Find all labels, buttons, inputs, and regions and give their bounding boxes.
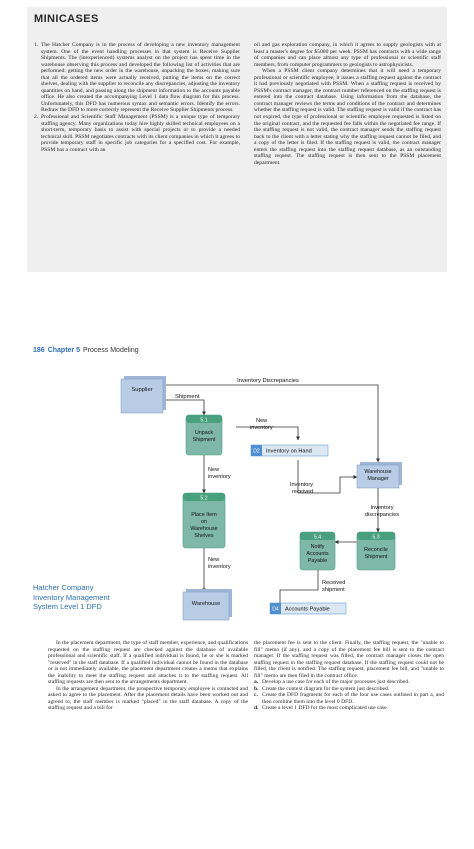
process-5-1-label-line1: Unpack	[194, 430, 214, 436]
body-left-column	[48, 640, 248, 712]
process-5-2-label-line2: on	[201, 519, 207, 525]
label-received-shipment-line2: shipment	[322, 587, 345, 593]
chapter-title: Process Modeling	[82, 347, 139, 354]
minicase-2-number: 2.	[34, 114, 39, 121]
task-b-text: Create the context diagram for the system just described.	[262, 685, 390, 692]
process-5-3-label-line2: Shipment	[364, 554, 388, 560]
process-5-4-label-line2: Accounts	[306, 551, 329, 557]
label-new-inventory-1-line1: New	[256, 418, 268, 424]
process-5-4-id: 5.4	[313, 534, 322, 541]
label-received-shipment-line1: Received	[322, 580, 346, 586]
process-5-2	[183, 493, 225, 548]
chapter-label: Chapter 5	[47, 347, 80, 354]
flow-shipment	[166, 400, 204, 415]
level-1-dfd-diagram	[120, 365, 410, 627]
process-5-1	[186, 415, 222, 455]
warehouse-label: Warehouse	[191, 601, 221, 607]
minicase-1	[34, 42, 240, 114]
process-5-3-id: 5.3	[372, 534, 380, 541]
label-new-inventory-1-line2: inventory	[250, 425, 273, 431]
minicase-2-continued: oil and gas exploration company, in which it agrees to supply geologists with at least a master's degree for $5000 per week. PSSM has contracts with a wide range of companies and can place almost any type of professional or scientific staff members, from computer programmers to geologists to astrophysicists.	[254, 42, 441, 68]
task-d-text: Create a level 1 DFD for the most complicated use case.	[262, 705, 388, 712]
data-store-d4-id: D4	[272, 606, 279, 613]
page-number: 186	[33, 347, 45, 354]
task-b-label: b.	[254, 685, 259, 692]
label-inventory-received-line1: Inventory	[290, 482, 314, 488]
warehouse-manager-label-line1: Warehouse	[364, 469, 392, 475]
process-5-2-label-line1: Place Item	[191, 512, 217, 518]
label-new-inventory-3-line1: New	[208, 557, 220, 563]
task-c-text: Create the DFD fragments for each of the four use cases outlined in part a, and then combine them into the level 0 DFD.	[262, 692, 444, 705]
label-inventory-discrepancies-right-line1: Inventory	[370, 505, 394, 511]
task-d	[254, 705, 444, 712]
contract-manager-paragraph: the placement fee is sent to the client. Finally, the staffing request, the "unable to fill" memo (if any), and a copy of the placement fee bill is sent to the contract manager. If the staffing request was filled, the contract manager closes the open staffing request in the staffing request database. If the staffing request could not be filled, the client is notified. The staffing request, placement fee bill, and "unable to fill" memo are then filed in the contract office.	[254, 640, 444, 679]
task-d-label: d.	[254, 705, 259, 712]
data-store-d4	[270, 603, 346, 614]
minicase-2-paragraph: When a PSSM client company determines that it will need a temporary professional or scientific employee, it issues a staffing request against the contract it had previously negotiated with PSSM. When a staffing request is received by PSSM's contract manager, the contract number referenced on the staffing request is entered into the contract database. Using information from the database, the contract manager reviews the terms and conditions of the contract and determines whether the staffing request is valid. The staffing request is valid if the contract has not expired, the type of professional or scientific employee requested is listed on the original contract, and the requested fee falls within the negotiated fee range. If the staffing request is not valid, the contract manager sends the staffing request back to the client with a letter stating why the staffing request cannot be filed, and a copy of the letter is filed. If the staffing request is valid, the contract manager enters the staffing request into the staffing request database, as an outstanding staffing request. The staffing request is then sent to the PSSM placement department.	[254, 68, 441, 166]
process-5-2-label-line3: Warehouse	[190, 526, 218, 532]
process-5-1-id: 5.1	[200, 417, 208, 424]
placement-department-paragraph: In the placement department, the type of staff member, experience, and qualifications requested on the staffing request are checked against the database of available professional and scientific staff. If a qualified individual is found, he or she is marked "reserved" in the staff database. If a qualified individual cannot be found in the database or is not immediately available, the placement department creates a memo that explains the inability to meet the staffing request and attaches it to the staffing request. All staffing requests are then sent to the arrangements department.	[48, 640, 248, 686]
figure-caption: Hatcher Company Inventory Management System Level 1 DFD	[33, 583, 110, 611]
data-store-d4-name: Accounts Payable	[285, 606, 330, 613]
warehouse-entity	[183, 589, 232, 620]
label-new-inventory-2-line1: New	[208, 467, 220, 473]
task-a-text: Develop a use case for each of the major processes just described.	[262, 679, 410, 686]
process-5-3	[357, 532, 395, 570]
label-new-inventory-2-line2: inventory	[208, 474, 231, 480]
task-c	[254, 692, 444, 705]
data-store-d2-id: D2	[253, 448, 260, 455]
process-5-2-label-line4: Shelves	[194, 533, 214, 539]
minicases-right-column	[254, 42, 441, 166]
label-shipment: Shipment	[175, 394, 200, 400]
data-store-d2	[251, 445, 328, 456]
minicase-2-text: Professional and Scientific Staff Management (PSSM) is a unique type of temporary staffing agency. Many organizations today hire highly skilled technical employees on a short-term, temporary basis to assist with special projects or to provide a needed technical skill. PSSM negotiates contracts with its client companies in which it agrees to provide temporary staff in specific job categories for a specified cost. For example, PSSM has a contract with an	[41, 114, 240, 153]
minicases-heading: MINICASES	[34, 13, 99, 25]
label-inventory-discrepancies-top: Inventory Discrepancies	[237, 378, 299, 384]
label-new-inventory-3-line2: inventory	[208, 564, 231, 570]
label-inventory-received-line2: received	[292, 489, 314, 495]
minicases-left-column	[34, 42, 240, 153]
label-inventory-discrepancies-right-line2: discrepancies	[364, 512, 400, 518]
warehouse-manager-entity	[357, 462, 402, 488]
minicase-1-number: 1.	[34, 42, 39, 48]
arrangement-department-paragraph: In the arrangement department, the prospective temporary employee is contacted and asked to agree to the placement. After the placement details have been worked out and agreed to, the staff member is marked "placed" in the staff database. A copy of the staffing request and a bill for	[48, 685, 248, 712]
supplier-label: Supplier	[131, 387, 153, 393]
process-5-2-id: 5.2	[200, 495, 208, 502]
minicase-2	[34, 114, 240, 153]
warehouse-manager-label-line2: Manager	[367, 476, 389, 482]
process-5-1-label-line2: Shipment	[192, 437, 216, 443]
process-5-4-label-line3: Payable	[307, 558, 328, 564]
task-a-label: a.	[254, 679, 259, 686]
data-store-d2-name: Inventory on Hand	[266, 448, 312, 455]
process-5-3-label-line1: Reconcile	[364, 547, 388, 553]
process-5-4	[300, 532, 335, 570]
process-5-4-label-line1: Notify	[310, 544, 325, 550]
minicase-1-text: The Hatcher Company is in the process of developing a new inventory management system. One of the event handling processes in that system is Receive Supplier Shipments. The (inexperienced) systems analyst on the project has spent time in the warehouse observing this process and developed the following list of activities that are performed: getting the new order in the warehouse, unpacking the boxes, making sure that all the ordered items were actually received, putting the items on the correct shelves, dealing with the supplier to reconcile any discrepancies, adjusting the inventory quantities on hand, and passing along the shipment information to the accounts payable office. He also created the accompanying Level 1 data flow diagram for this process. Unfortunately, this DFD has numerous syntax and semantic errors. Identify the errors. Redraw the DFD to more correctly represent the Receive Supplier Shipments process.	[41, 42, 240, 114]
task-c-label: c.	[254, 692, 258, 699]
supplier-entity	[121, 376, 166, 413]
body-right-column	[254, 640, 444, 712]
page-header	[33, 347, 139, 354]
